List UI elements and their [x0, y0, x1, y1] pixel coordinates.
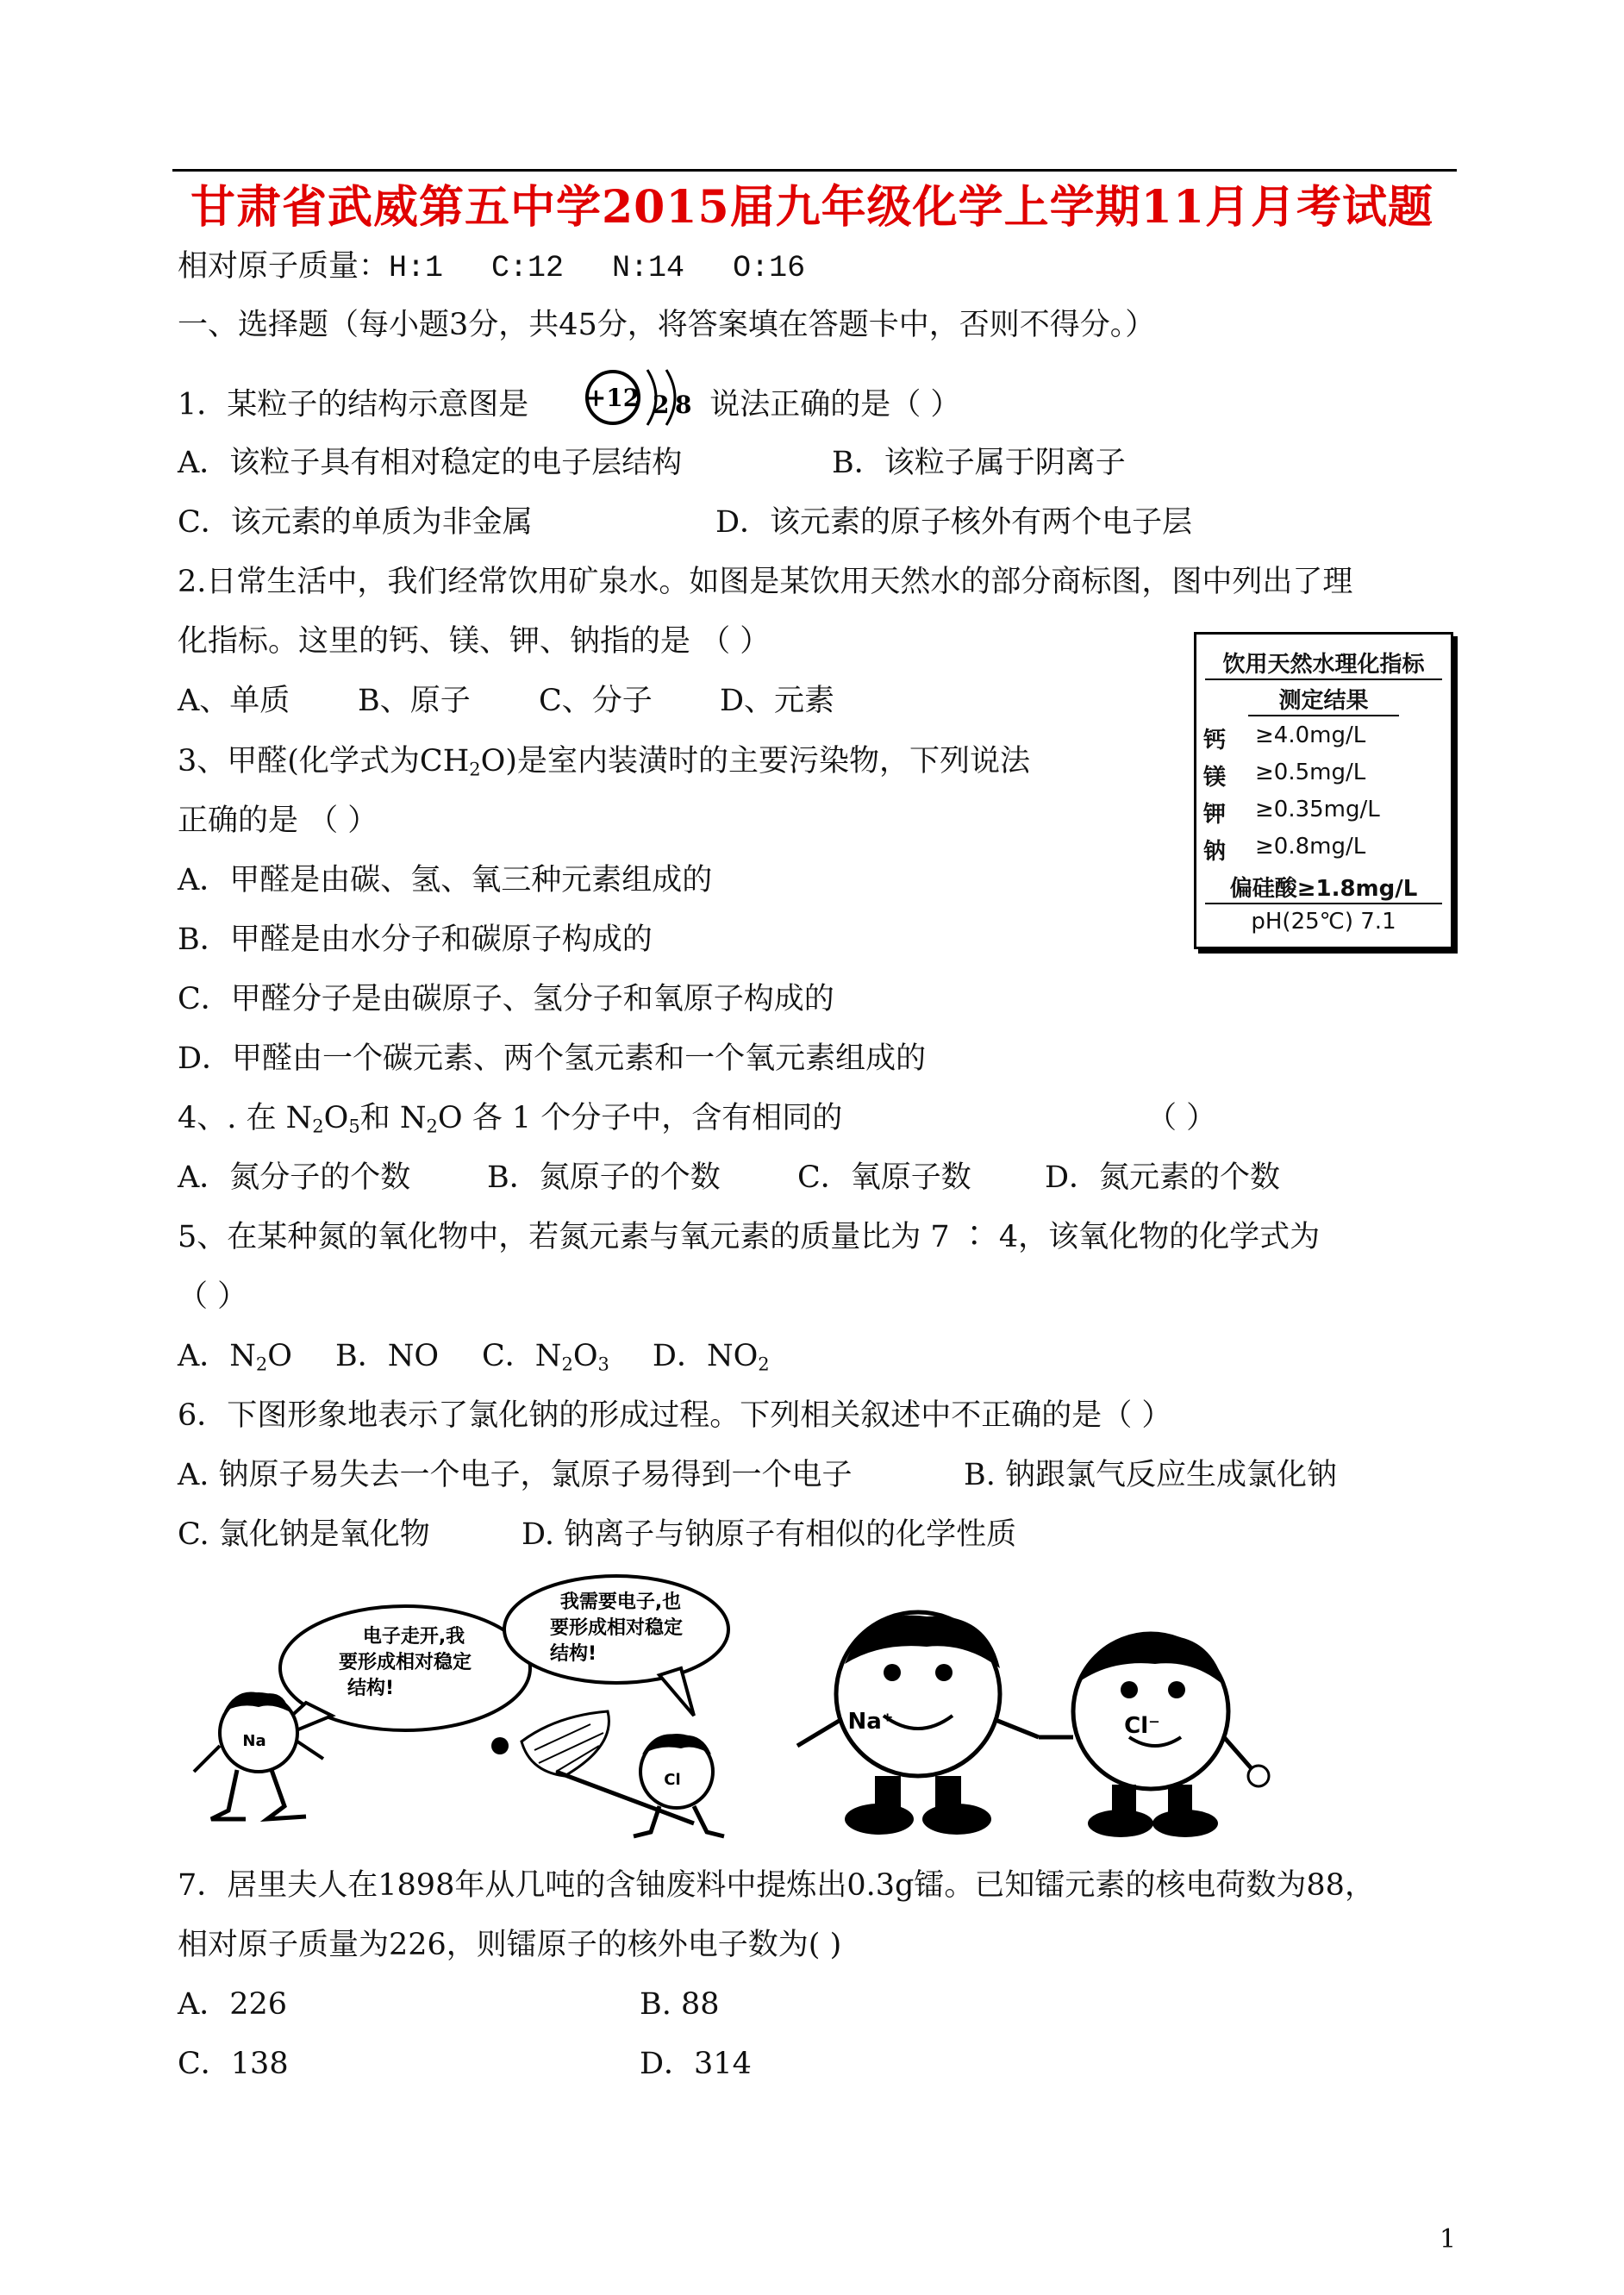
q3-option-c: C．甲醛分子是由碳原子、氢分子和氧原子构成的: [178, 982, 834, 1016]
q5-option-c: C．$N_2O_3$: [482, 1339, 609, 1375]
q5-stem-line2: （ ）: [178, 1279, 248, 1314]
q2-option-c: C、分子: [539, 684, 653, 718]
chloride-ion-figure: [1039, 1634, 1269, 1837]
sodium-ion-label: Na⁺: [847, 1709, 894, 1735]
exam-title: 甘肃省武威第五中学2015届九年级化学上学期11月月考试题: [190, 181, 1434, 234]
bubble2-line1: 我需要电子,也: [559, 1591, 682, 1613]
q4-option-c: C．氧原子数: [797, 1160, 971, 1195]
atomic-masses-label: 相对原子质量：: [178, 249, 390, 284]
atom-structure-diagram: [580, 365, 709, 430]
q1-option-d: D．该元素的原子核外有两个电子层: [715, 505, 1193, 540]
q1-options-ab: [178, 448, 682, 478]
q2-stem-line2: 化指标。这里的钙、镁、钾、钠指的是 （ ）: [178, 624, 771, 659]
q7-option-b: B. 88: [640, 1987, 720, 2022]
bubble1-line1: 电子走开,我: [362, 1626, 465, 1648]
sodium-chloride-illustration: [177, 1573, 1461, 1841]
speech-bubble-chlorine: [504, 1576, 728, 1716]
speech-bubble-sodium: [259, 1606, 530, 1746]
water-label-table: 饮用天然水理化指标 测定结果 钙 ≥4.0mg/L 镁 ≥0.5mg/L 钾 ≥0.35mg/L 钠 ≥0.8mg/L 偏硅酸≥1.8mg/L pH(25℃) 7.1: [1194, 632, 1453, 949]
table-title: 饮用天然水理化指标: [1205, 647, 1442, 680]
mass-n: N:14: [612, 251, 685, 285]
q1-option-a: A．该粒子具有相对稳定的电子层结构: [178, 446, 683, 480]
q1-stem-after: 说法正确的是（ ）: [709, 387, 961, 422]
q5-option-d: D．$NO_2$: [652, 1339, 770, 1375]
bubble1-line3: 结构!: [347, 1678, 395, 1699]
q3-option-a: A．甲醛是由碳、氢、氧三种元素组成的: [178, 863, 713, 897]
q4-option-b: B．氮原子的个数: [487, 1160, 721, 1195]
page-number: 1: [1440, 2224, 1457, 2254]
q4-option-d: D．氮元素的个数: [1045, 1160, 1281, 1195]
q5-stem-line1: 5、在某种氮的氧化物中，若氮元素与氧元素的质量比为 7 ∶ 4，该氧化物的化学式为: [178, 1220, 1321, 1254]
q3-option-b: B．甲醛是由水分子和碳原子构成的: [178, 922, 653, 957]
q1-option-b: B．该粒子属于阴离子: [832, 446, 1126, 480]
nucleus-charge: +12: [586, 384, 640, 412]
q6-option-c: C. 氯化钠是氧化物: [178, 1517, 430, 1552]
q6-option-d: D. 钠离子与钠原子有相似的化学性质: [522, 1517, 1017, 1552]
q7-stem-line1: 7．居里夫人在1898年从几吨的含铀废料中提炼出0.3g镭。已知镭元素的核电荷数为88，: [178, 1868, 1375, 1903]
shell-2-electrons: 8: [675, 391, 692, 419]
table-row-ph: pH(25℃) 7.1: [1251, 909, 1396, 935]
bubble2-line3: 结构!: [549, 1643, 597, 1665]
bubble2-line2: 要形成相对稳定: [549, 1617, 684, 1639]
q7-option-d: D．314: [640, 2047, 752, 2081]
q5-options: [178, 1341, 770, 1373]
mass-h: H:1: [389, 251, 444, 285]
q7-option-a: A．226: [178, 1987, 288, 2022]
sodium-ion-figure: [797, 1612, 1039, 1835]
question-1-stem: [178, 382, 960, 430]
q7-option-c: C．138: [178, 2047, 289, 2081]
section-heading: 一、选择题（每小题3分，共45分，将答案填在答题卡中，否则不得分。）: [178, 308, 1156, 342]
q4-option-a: A．氮分子的个数: [178, 1160, 411, 1195]
q3-stem-line1: 3、甲醛(化学式为$CH_2O$)是室内装潢时的主要污染物，下列说法: [178, 744, 1030, 780]
shell-1-electrons: 2: [653, 391, 670, 419]
mass-o: O:16: [733, 251, 806, 285]
q4-answer-paren: （ ）: [1146, 1101, 1217, 1135]
q6-option-a: A. 钠原子易失去一个电子，氯原子易得到一个电子: [178, 1458, 853, 1492]
q2-option-a: A、单质: [178, 684, 290, 718]
chloride-ion-label: Cl⁻: [1124, 1713, 1160, 1739]
q2-stem-line1: 2.日常生活中，我们经常饮用矿泉水。如图是某饮用天然水的部分商标图，图中列出了理: [178, 565, 1353, 599]
q6-option-b: B. 钠跟氯气反应生成氯化钠: [964, 1458, 1337, 1492]
q1-stem-before: 1．某粒子的结构示意图是: [178, 387, 529, 422]
q7-stem-line2: 相对原子质量为226，则镭原子的核外电子数为( ): [178, 1928, 842, 1962]
atomic-masses: [178, 249, 806, 285]
table-subtitle: 测定结果: [1248, 683, 1399, 716]
chlorine-label: Cl: [664, 1771, 681, 1789]
sodium-label: Na: [242, 1732, 266, 1750]
q2-option-b: B、原子: [358, 684, 471, 718]
q4-stem: 4、. 在 $N_2O_5$和 $N_2O$ 各 1 个分子中，含有相同的: [178, 1101, 843, 1137]
mass-c: C:12: [491, 251, 565, 285]
q5-option-b: B．NO: [334, 1339, 440, 1373]
q3-option-d: D．甲醛由一个碳元素、两个氢元素和一个氧元素组成的: [178, 1041, 927, 1076]
q3-stem-line2: 正确的是 （ ）: [178, 804, 378, 838]
chlorine-atom-figure: [634, 1734, 724, 1836]
q2-option-d: D、元素: [720, 684, 835, 718]
q1-option-c: C．该元素的单质为非金属: [178, 505, 533, 540]
bubble1-line2: 要形成相对稳定: [338, 1652, 472, 1673]
q5-option-a: A．$N_2O$: [178, 1339, 292, 1375]
q6-stem: 6．下图形象地表示了氯化钠的形成过程。下列相关叙述中不正确的是（ ）: [178, 1398, 1172, 1433]
table-row-metasilicic: 偏硅酸≥1.8mg/L: [1205, 871, 1442, 904]
